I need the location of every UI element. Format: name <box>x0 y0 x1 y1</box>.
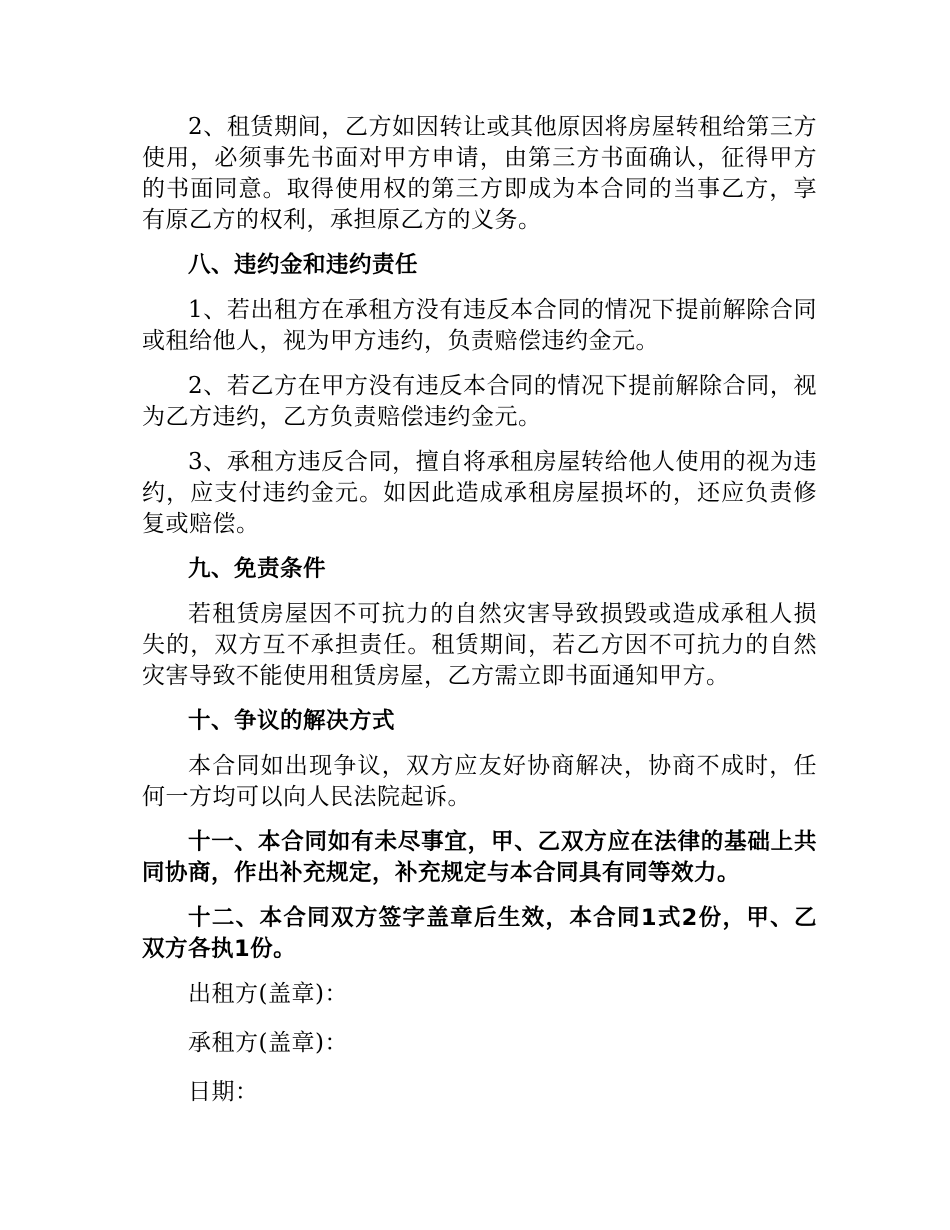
clause-10-body: 本合同如出现争议，双方应友好协商解决，协商不成时，任何一方均可以向人民法院起诉。 <box>142 753 817 810</box>
section-heading-8: 八、违约金和违约责任 <box>188 252 419 278</box>
clause-12-body: 十二、本合同双方签字盖章后生效，本合同1式2份，甲、乙双方各执1份。 <box>142 905 817 962</box>
lessor-signature-line: 出租方(盖章)： <box>188 981 348 1007</box>
clause-8-item-1: 1、若出租方在承租方没有违反本合同的情况下提前解除合同或租给他人，视为甲方违约，负责赔偿违约金元。 <box>142 297 817 354</box>
clause-11-body: 十一、本合同如有未尽事宜，甲、乙双方应在法律的基础上共同协商，作出补充规定，补充规定与本合同具有同等效力。 <box>142 829 817 886</box>
clause-9-body: 若租赁房屋因不可抗力的自然灾害导致损毁或造成承租人损失的，双方互不承担责任。租赁期间，若乙方因不可抗力的自然灾害导致不能使用租赁房屋，乙方需立即书面通知甲方。 <box>142 601 817 689</box>
date-line: 日期： <box>188 1079 259 1105</box>
section-heading-9: 九、免责条件 <box>188 556 327 582</box>
section-heading-10: 十、争议的解决方式 <box>188 708 396 734</box>
lessee-signature-line: 承租方(盖章)： <box>188 1030 348 1056</box>
document-body <box>142 112 817 1126</box>
clause-7-item-2: 2、租赁期间，乙方如因转让或其他原因将房屋转租给第三方使用，必须事先书面对甲方申请，由第三方书面确认，征得甲方的书面同意。取得使用权的第三方即成为本合同的当事乙方，享有原乙方的权利，承担原乙方的义务。 <box>142 114 817 233</box>
clause-8-item-3: 3、承租方违反合同，擅自将承租房屋转给他人使用的视为违约，应支付违约金元。如因此造成承租房屋损坏的，还应负责修复或赔偿。 <box>142 449 817 537</box>
clause-8-item-2: 2、若乙方在甲方没有违反本合同的情况下提前解除合同，视为乙方违约，乙方负责赔偿违约金元。 <box>142 373 817 430</box>
